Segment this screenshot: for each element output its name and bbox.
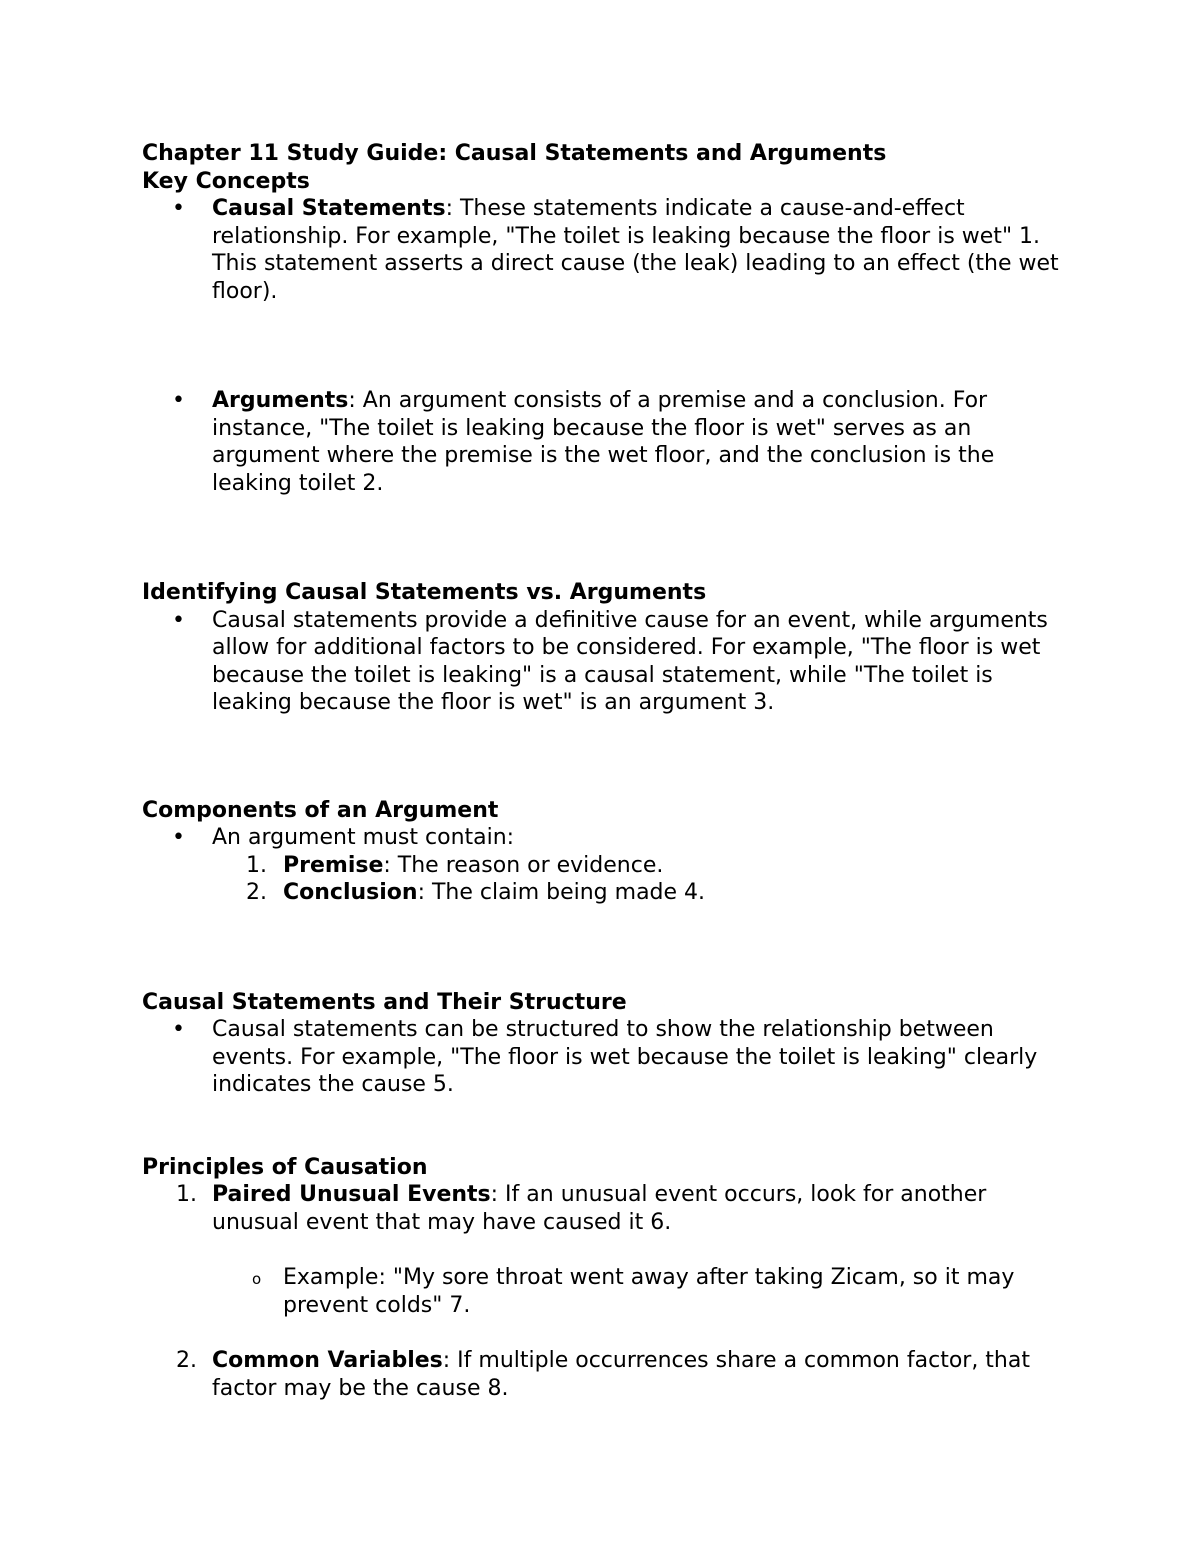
key-concepts-list-2 [142, 387, 1062, 497]
item-text: : The claim being made 4. [417, 880, 706, 905]
item-number: 1. [176, 1182, 197, 1207]
item-text: : If multiple occurrences share a common factor, that factor may be the cause 8. [212, 1348, 1030, 1401]
document-page [142, 140, 1062, 1402]
item-text: : If an unusual event occurs, look for another unusual event that may have caused it 6. [212, 1182, 987, 1235]
item-text: : These statements indicate a cause-and-effect relationship. For example, "The toilet is leaking because the floor is wet" 1. This statement asserts a direct cause (the leak) leading to an effect (the wet floor). [212, 196, 1059, 304]
components-sublist [142, 852, 1062, 907]
principles-list [142, 1181, 1062, 1236]
components-list [142, 824, 1062, 852]
list-item [142, 852, 1062, 880]
example-text: Example: "My sore throat went away after taking Zicam, so it may prevent colds" 7. [283, 1265, 1015, 1318]
list-item [142, 1264, 1062, 1319]
list-item [142, 387, 1062, 497]
principles-list-2 [142, 1347, 1062, 1402]
term-label: Causal Statements [212, 196, 446, 221]
principles-example-list [142, 1264, 1062, 1319]
term-label: Common Variables [212, 1348, 443, 1373]
key-concepts-list [142, 195, 1062, 305]
section-heading-components: Components of an Argument [142, 797, 499, 823]
item-text: : An argument consists of a premise and a conclusion. For instance, "The toilet is leaking because the floor is wet" serves as an argument where the premise is the wet floor, and the conclusion is the leaking toilet 2. [212, 388, 995, 496]
section-heading-key-concepts: Key Concepts [142, 168, 310, 194]
item-number: 1. [246, 852, 267, 878]
list-item: • Causal statements can be structured to show the relationship between events. For example, "The floor is wet because the toilet is leaking" clearly indicates the cause 5. [142, 1016, 1062, 1099]
term-label: Premise [283, 852, 384, 878]
structure-list [142, 1016, 1062, 1099]
item-number: 2. [246, 880, 267, 905]
item-text: : The reason or evidence. [383, 852, 664, 878]
item-number: 2. [176, 1348, 197, 1373]
section-heading-identifying: Identifying Causal Statements vs. Arguments [142, 580, 707, 605]
list-item [142, 1347, 1062, 1402]
term-label: Arguments [212, 388, 349, 413]
term-label: Paired Unusual Events [212, 1182, 491, 1207]
section-heading-structure: Causal Statements and Their Structure [142, 989, 627, 1015]
identifying-list [142, 607, 1062, 717]
list-item [142, 824, 1062, 852]
list-item [142, 1181, 1062, 1236]
components-intro: An argument must contain: [212, 825, 515, 850]
list-item: • Causal statements provide a definitive cause for an event, while arguments allow for additional factors to be considered. For example, "The floor is wet because the toilet is leaking" is a causal statement, while "The toilet is leaking because the floor is wet" is an argument 3. [142, 607, 1062, 717]
section-heading-principles: Principles of Causation [142, 1154, 428, 1180]
document-title: Chapter 11 Study Guide: Causal Statements and Arguments [142, 141, 887, 166]
list-item [142, 879, 1062, 907]
list-item [142, 195, 1062, 305]
term-label: Conclusion [283, 880, 418, 905]
